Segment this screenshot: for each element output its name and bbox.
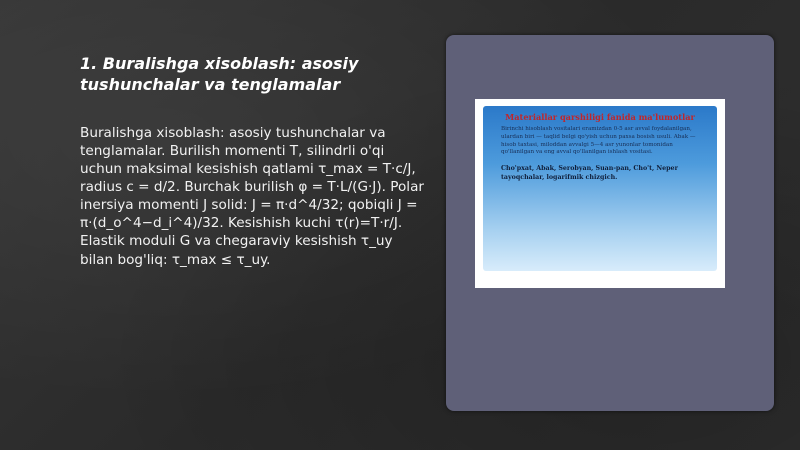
image-panel: [446, 35, 774, 411]
embedded-image-names: Cho'pxat, Abak, Serobyan, Suan-pan, Cho't, Neper tayoqchalar, logarifmik chizgich.: [501, 165, 678, 181]
slide-title: 1. Buralishga xisoblash: asosiy tushunchalar va tenglamalar: [80, 54, 359, 94]
embedded-image-title: Materiallar qarshiligi fanida ma'lumotlar: [505, 112, 695, 122]
embedded-image-text: Birinchi hisoblash vositalari eramizdan 0-5 asr avval foydalanilgan, ulardan biri — taqlid belgi qo'yish uchun paxsa bosish usuli. Abak — hisob taxtasi, miloddan avvalgi 5—4 asr yunonlar tomonidan qo'llanilgan va eng avval qo'llanilgan ishlash vositasi.: [501, 126, 696, 156]
slide-body-text: Buralishga xisoblash: asosiy tushunchalar va tenglamalar. Burilish momenti T, silindrli o'qi uchun maksimal kesishish qatlami τ_max = T·c/J, radius c = d/2. Burchak burilish φ = T·L/(G·J). Polar inersiya momenti J solid: J = π·d^4/32; qobiqli J = π·(d_o^4−d_i^4)/32. Kesishish kuchi τ(r)=T·r/J. Elastik moduli G va chegaraviy kesishish τ_uy bilan bog'liq: τ_max ≤ τ_uy.: [80, 125, 424, 268]
embedded-image-content: [483, 106, 717, 271]
embedded-image: [475, 99, 725, 288]
